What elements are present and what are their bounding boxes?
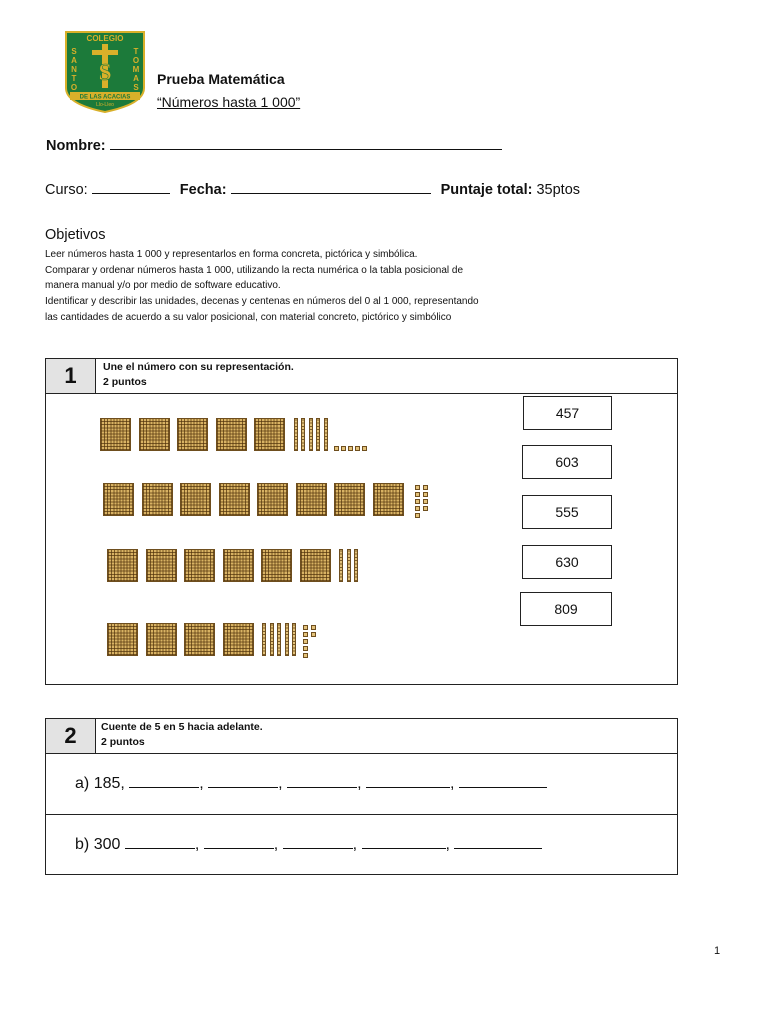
blank-b-4[interactable] [362,837,446,849]
puntaje-value: 35ptos [536,182,581,198]
hundred-flat [107,623,138,656]
info-row [45,182,580,198]
answer-box[interactable]: 457 [523,396,612,430]
ten-rod [354,549,358,582]
unit-cube [423,506,428,511]
nombre-label: Nombre: [46,138,106,154]
hundred-flat [334,483,365,516]
test-title: Prueba Matemática [157,71,285,87]
unit-cube [303,632,308,637]
unit-cube [415,506,420,511]
puntaje-label: Puntaje total: [440,182,533,198]
hundred-flat [261,549,292,582]
hundred-flat [373,483,404,516]
section-1-instruction-text: Une el número con su representación. [103,361,294,373]
nombre-row [46,138,502,154]
section-2-points: 2 puntos [101,736,145,748]
ten-rod [277,623,281,656]
section-2-divider [45,753,678,754]
unit-cube [355,446,360,451]
section-2-instruction-text: Cuente de 5 en 5 hacia adelante. [101,721,263,733]
unit-cube [415,513,420,518]
answer-box[interactable]: 603 [522,445,612,479]
nombre-blank[interactable] [110,138,502,150]
svg-text:T: T [71,74,77,83]
curso-label: Curso: [45,182,88,198]
item-b-label: b) [75,836,90,853]
ten-rod [316,418,320,451]
hundred-flat [103,483,134,516]
curso-blank[interactable] [92,182,170,194]
ten-rod [324,418,328,451]
answer-box[interactable]: 630 [522,545,612,579]
section-1-instruction [103,360,294,390]
blank-a-5[interactable] [459,776,547,788]
page-number: 1 [714,945,721,957]
hundred-flat [300,549,331,582]
hundred-flat [180,483,211,516]
hundred-flat [219,483,250,516]
objectives-title: Objetivos [45,227,106,243]
blank-b-5[interactable] [454,837,542,849]
blank-a-3[interactable] [287,776,357,788]
ten-rod [347,549,351,582]
svg-text:T: T [133,47,139,56]
hundred-flat [146,549,177,582]
school-logo [64,30,146,114]
hundred-flat [184,549,215,582]
unit-cube [348,446,353,451]
item-a-label: a) [75,775,90,792]
hundred-flat [223,623,254,656]
objective-line: manera manual y/o por medio de software educativo. [45,280,281,292]
fecha-blank[interactable] [231,182,431,194]
test-subtitle: “Números hasta 1 000” [157,94,301,110]
item-b-start: 300 [93,836,121,853]
unit-cube [303,625,308,630]
objective-line: las cantidades de acuerdo a su valor posicional, con material concreto, pictórico y simbólico [45,311,452,323]
answer-box[interactable]: 809 [520,592,612,626]
unit-cube [415,485,420,490]
unit-cube [311,625,316,630]
svg-text:S: S [71,47,77,56]
unit-cube [303,646,308,651]
svg-text:A: A [71,56,77,65]
unit-cube [341,446,346,451]
objectives-text [45,247,565,326]
ten-rod [301,418,305,451]
sequence-b: b) 300 , , , , [75,836,542,854]
blank-a-2[interactable] [208,776,278,788]
blank-b-2[interactable] [204,837,274,849]
blank-a-1[interactable] [129,776,199,788]
unit-cube [423,499,428,504]
unit-cube [303,653,308,658]
svg-text:S: S [133,83,139,92]
unit-cube [415,499,420,504]
svg-text:S: S [98,60,112,86]
ten-rod [285,623,289,656]
svg-text:Llo-Lleo: Llo-Lleo [96,102,114,108]
hundred-flat [100,418,131,451]
item-a-start: 185, [93,775,125,792]
section-2-number: 2 [46,719,96,753]
hundred-flat [223,549,254,582]
svg-text:O: O [70,83,78,92]
blank-b-3[interactable] [283,837,353,849]
hundred-flat [257,483,288,516]
ten-rod [294,418,298,451]
unit-cube [334,446,339,451]
hundred-flat [107,549,138,582]
svg-text:A: A [133,74,139,83]
answer-box[interactable]: 555 [522,495,612,529]
svg-text:N: N [71,65,77,74]
hundred-flat [216,418,247,451]
section-2-instruction [101,720,263,750]
hundred-flat [139,418,170,451]
unit-cube [423,485,428,490]
unit-cube [362,446,367,451]
hundred-flat [146,623,177,656]
blank-b-1[interactable] [125,837,195,849]
ten-rod [339,549,343,582]
svg-text:DE LAS ACACIAS: DE LAS ACACIAS [79,94,131,101]
section-2-divider-2 [45,814,678,815]
hundred-flat [142,483,173,516]
fecha-label: Fecha: [179,182,227,198]
hundred-flat [184,623,215,656]
ten-rod [309,418,313,451]
unit-cube [311,632,316,637]
svg-text:M: M [132,65,140,74]
svg-text:COLEGIO: COLEGIO [86,34,124,43]
section-1-points: 2 puntos [103,376,147,388]
section-1-number: 1 [46,359,96,393]
section-1-divider [45,393,678,394]
ten-rod [270,623,274,656]
objective-line: Comparar y ordenar números hasta 1 000, utilizando la recta numérica o la tabla posicional de [45,264,464,276]
ten-rod [262,623,266,656]
unit-cube [415,492,420,497]
objective-line: Identificar y describir las unidades, decenas y centenas en números del 0 al 1 000, representando [45,296,479,308]
hundred-flat [177,418,208,451]
hundred-flat [296,483,327,516]
objective-line: Leer números hasta 1 000 y representarlos en forma concreta, pictórica y simbólica. [45,249,418,260]
svg-text:O: O [132,56,140,65]
unit-cube [303,639,308,644]
sequence-a: a) 185, , , , , [75,775,547,793]
ten-rod [292,623,296,656]
blank-a-4[interactable] [366,776,450,788]
unit-cube [423,492,428,497]
hundred-flat [254,418,285,451]
